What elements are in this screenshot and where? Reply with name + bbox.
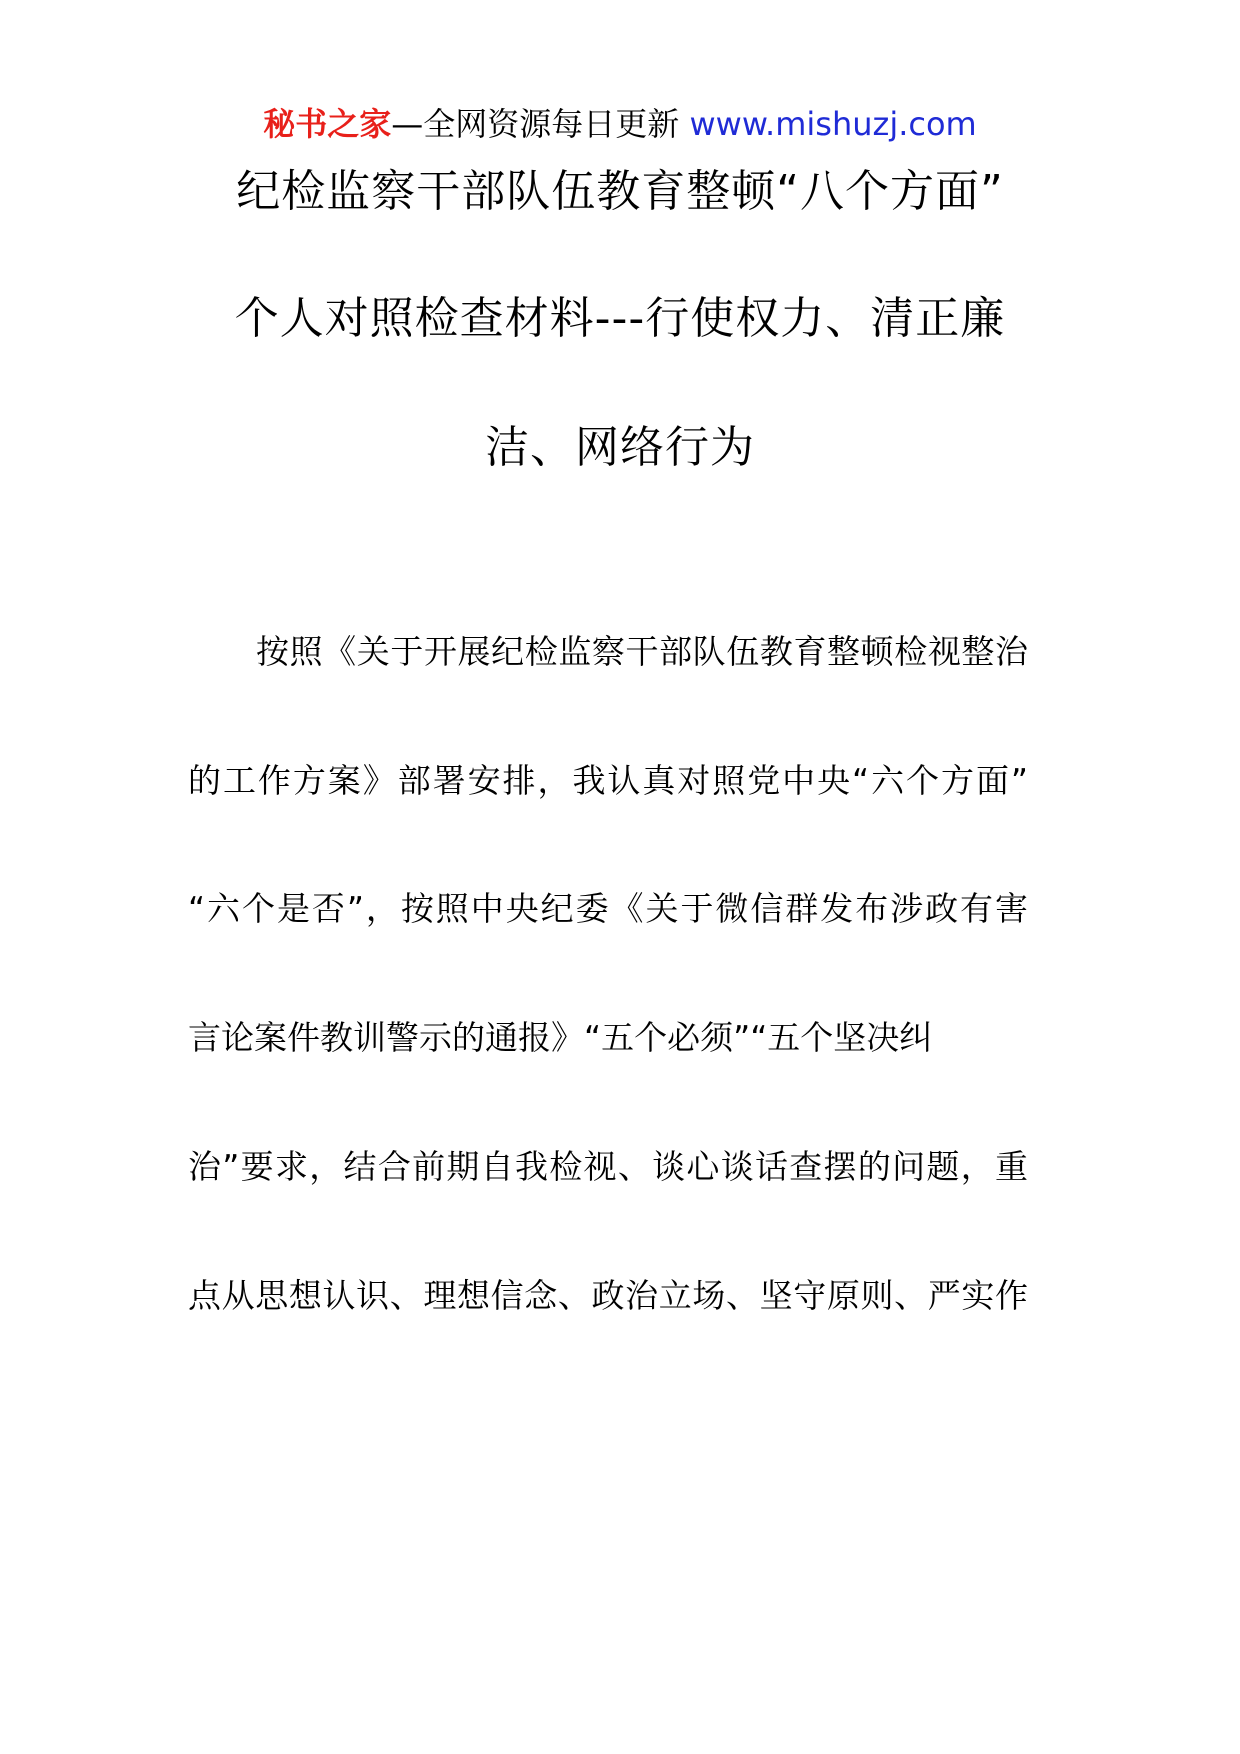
document-title-line-3: 洁、网络行为 bbox=[485, 422, 755, 473]
body-paragraph-line: 言论案件教训警示的通报》“五个必须”“五个坚决纠 bbox=[188, 1018, 933, 1057]
document-title-line-2: 个人对照检查材料---行使权力、清正廉 bbox=[234, 293, 1006, 344]
body-paragraph-line: 的工作方案》部署安排，我认真对照党中央“六个方面” bbox=[188, 761, 1028, 800]
site-brand: 秘书之家 bbox=[263, 105, 392, 143]
document-title-line-1: 纪检监察干部队伍教育整顿“八个方面” bbox=[236, 166, 1004, 217]
site-header bbox=[0, 98, 1240, 150]
body-paragraph-line: 点从思想认识、理想信念、政治立场、坚守原则、严实作 bbox=[188, 1276, 1028, 1315]
site-url-link[interactable]: www.mishuzj.com bbox=[689, 105, 977, 143]
site-tagline: —全网资源每日更新 bbox=[391, 105, 690, 143]
body-paragraph-line: “六个是否”，按照中央纪委《关于微信群发布涉政有害 bbox=[188, 889, 1028, 928]
body-paragraph-line: 治”要求，结合前期自我检视、谈心谈话查摆的问题，重 bbox=[188, 1147, 1028, 1186]
body-paragraph-line: 按照《关于开展纪检监察干部队伍教育整顿检视整治 bbox=[256, 632, 1028, 671]
